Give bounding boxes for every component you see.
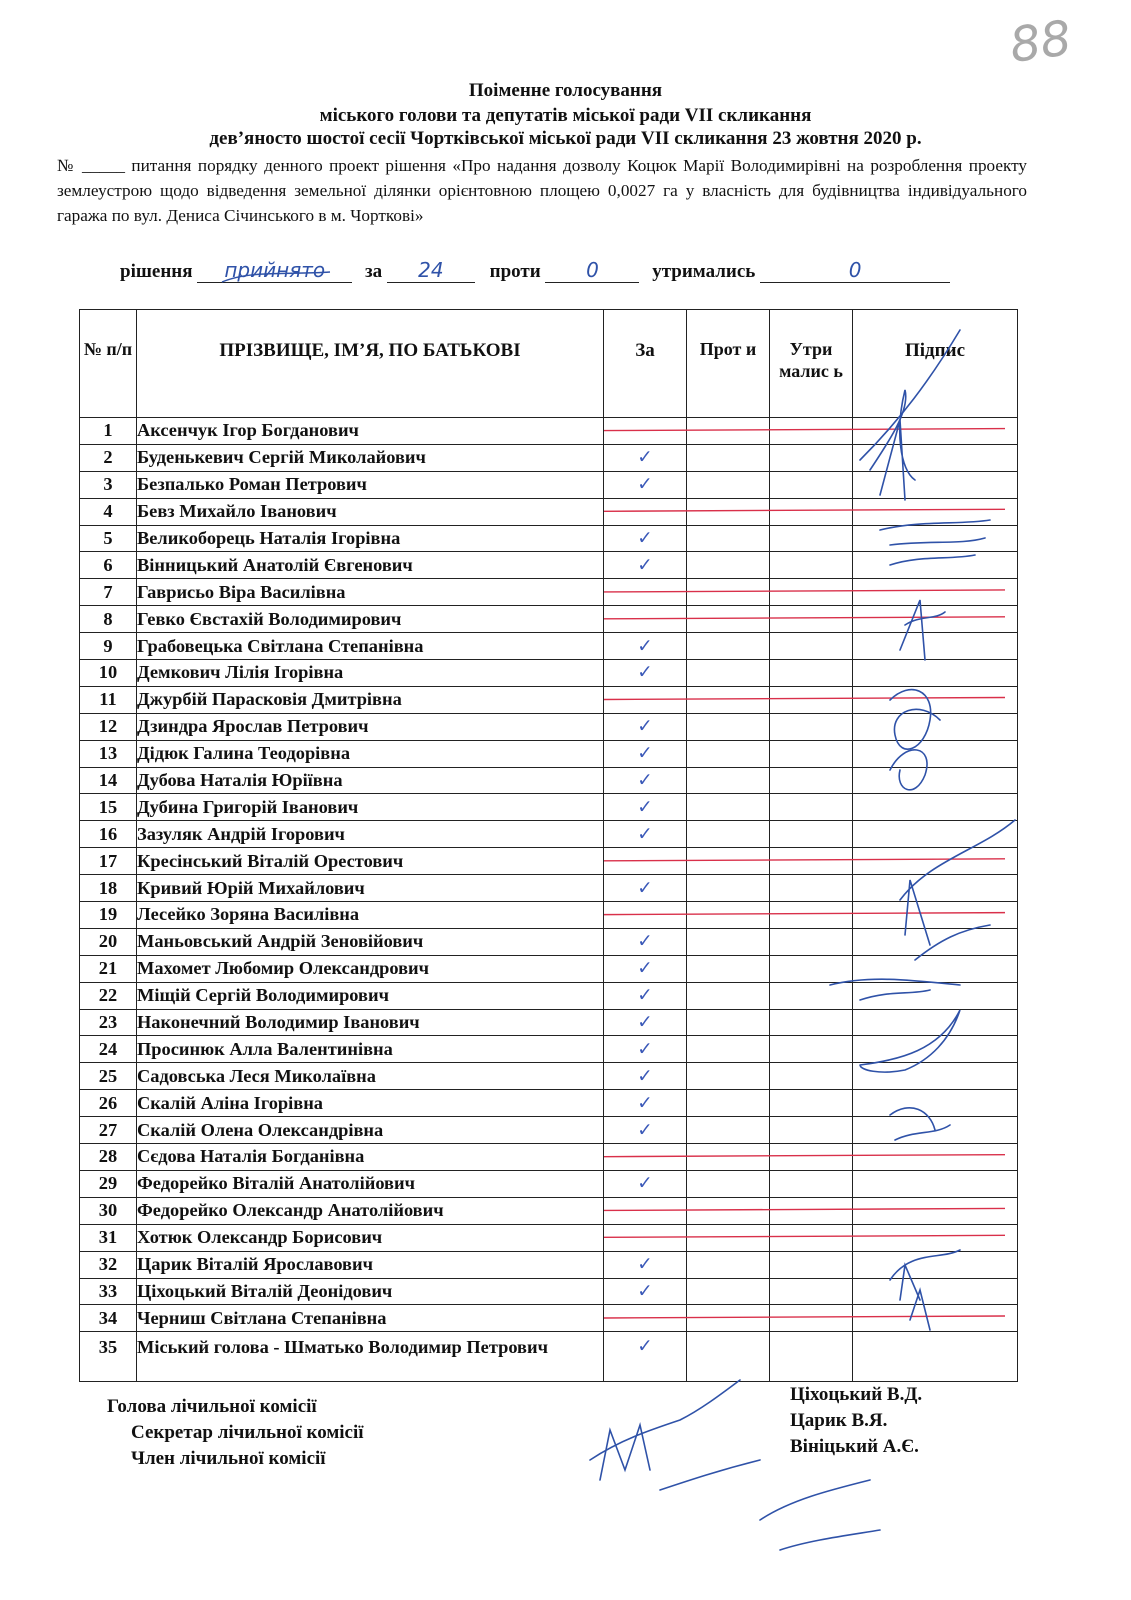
for-count: 24: [387, 258, 475, 283]
table-row: [80, 740, 1018, 767]
vote-abstained-cell: [770, 794, 853, 821]
row-number: 2: [80, 444, 137, 471]
row-number: 19: [80, 902, 137, 929]
table-row: [80, 498, 1018, 525]
commission-secretary-label: Секретар лічильної комісії: [131, 1422, 364, 1443]
vote-against-cell: [687, 875, 770, 902]
deputy-name: Кресінський Віталій Орестович: [137, 848, 604, 875]
vote-abstained-cell: [770, 1036, 853, 1063]
vote-for-cell: ✓: [604, 1170, 687, 1197]
vote-for-cell: [604, 579, 687, 606]
vote-abstained-cell: [770, 498, 853, 525]
vote-against-cell: [687, 767, 770, 794]
vote-abstained-cell: [770, 606, 853, 633]
signature-cell: [853, 1036, 1018, 1063]
vote-for-cell: [604, 848, 687, 875]
vote-abstained-cell: [770, 740, 853, 767]
vote-abstained-cell: [770, 633, 853, 660]
row-number: 15: [80, 794, 137, 821]
column-header-number: № п/п: [80, 310, 137, 418]
table-row: [80, 1144, 1018, 1171]
vote-abstained-cell: [770, 579, 853, 606]
vote-against-cell: [687, 1332, 770, 1382]
row-number: 1: [80, 418, 137, 445]
row-number: 21: [80, 955, 137, 982]
row-number: 9: [80, 633, 137, 660]
deputy-name: Лесейко Зоряна Василівна: [137, 902, 604, 929]
vote-abstained-cell: [770, 713, 853, 740]
row-number: 29: [80, 1170, 137, 1197]
vote-against-cell: [687, 633, 770, 660]
deputy-name: Просинюк Алла Валентинівна: [137, 1036, 604, 1063]
vote-against-cell: [687, 982, 770, 1009]
signature-cell: [853, 794, 1018, 821]
row-number: 7: [80, 579, 137, 606]
row-number: 22: [80, 982, 137, 1009]
deputy-name: Дзиндра Ярослав Петрович: [137, 713, 604, 740]
row-number: 10: [80, 660, 137, 687]
vote-abstained-cell: [770, 1278, 853, 1305]
vote-abstained-cell: [770, 955, 853, 982]
vote-abstained-cell: [770, 982, 853, 1009]
vote-against-cell: [687, 660, 770, 687]
vote-for-cell: ✓: [604, 525, 687, 552]
row-number: 18: [80, 875, 137, 902]
signature-cell: [853, 418, 1018, 445]
table-row: [80, 660, 1018, 687]
table-row: [80, 875, 1018, 902]
deputy-name: Федорейко Віталій Анатолійович: [137, 1170, 604, 1197]
vote-abstained-cell: [770, 848, 853, 875]
vote-against-cell: [687, 1036, 770, 1063]
vote-abstained-cell: [770, 686, 853, 713]
agenda-item-text: № _____ питання порядку денного проект рішення «Про надання дозволу Коцюк Марії Володимирівні на розроблення проекту землеустрою щодо відведення земельної ділянки орієнтовною площею 0,0027 га у власність для будівництва індивідуального гаража по вул. Дениса Січинського в м. Чорткові»: [57, 156, 1027, 225]
deputy-name: Міщій Сергій Володимирович: [137, 982, 604, 1009]
table-row: [80, 1009, 1018, 1036]
signature-cell: [853, 471, 1018, 498]
vote-abstained-cell: [770, 525, 853, 552]
signature-cell: [853, 1170, 1018, 1197]
vote-abstained-cell: [770, 1305, 853, 1332]
table-row: [80, 1063, 1018, 1090]
signature-cell: [853, 606, 1018, 633]
vote-against-cell: [687, 525, 770, 552]
vote-for-cell: ✓: [604, 955, 687, 982]
against-count: 0: [545, 258, 639, 283]
vote-for-cell: ✓: [604, 740, 687, 767]
deputy-name: Грабовецька Світлана Степанівна: [137, 633, 604, 660]
row-number: 4: [80, 498, 137, 525]
deputy-name: Скалій Олена Олександрівна: [137, 1117, 604, 1144]
row-number: 6: [80, 552, 137, 579]
signature-cell: [853, 686, 1018, 713]
row-number: 12: [80, 713, 137, 740]
deputy-name: Зазуляк Андрій Ігорович: [137, 821, 604, 848]
vote-for-cell: ✓: [604, 1332, 687, 1382]
deputy-name: Вінницький Анатолій Євгенович: [137, 552, 604, 579]
signature-cell: [853, 1090, 1018, 1117]
signature-cell: [853, 1251, 1018, 1278]
commission-chair-name: Ціхоцький В.Д.: [790, 1384, 923, 1405]
table-row: [80, 579, 1018, 606]
abstained-count: 0: [760, 258, 950, 283]
vote-for-cell: [604, 686, 687, 713]
table-row: [80, 525, 1018, 552]
table-row: [80, 1117, 1018, 1144]
vote-for-cell: ✓: [604, 982, 687, 1009]
table-row: [80, 1170, 1018, 1197]
vote-against-cell: [687, 713, 770, 740]
vote-for-cell: ✓: [604, 713, 687, 740]
vote-for-cell: ✓: [604, 928, 687, 955]
row-number: 25: [80, 1063, 137, 1090]
vote-against-cell: [687, 1224, 770, 1251]
vote-against-cell: [687, 1009, 770, 1036]
vote-for-cell: ✓: [604, 471, 687, 498]
vote-for-cell: [604, 606, 687, 633]
vote-abstained-cell: [770, 1063, 853, 1090]
signature-cell: [853, 1144, 1018, 1171]
row-number: 23: [80, 1009, 137, 1036]
vote-abstained-cell: [770, 1251, 853, 1278]
table-row: [80, 1036, 1018, 1063]
vote-abstained-cell: [770, 1197, 853, 1224]
deputy-name: Бевз Михайло Іванович: [137, 498, 604, 525]
signature-cell: [853, 579, 1018, 606]
table-row: [80, 767, 1018, 794]
row-number: 35: [80, 1332, 137, 1382]
table-row: [80, 794, 1018, 821]
decision-summary: [120, 258, 1020, 283]
signature-cell: [853, 1332, 1018, 1382]
signature-cell: [853, 982, 1018, 1009]
row-number: 26: [80, 1090, 137, 1117]
table-row: [80, 1197, 1018, 1224]
signature-cell: [853, 740, 1018, 767]
deputy-name: Садовська Леся Миколаївна: [137, 1063, 604, 1090]
signature-cell: [853, 1197, 1018, 1224]
vote-against-cell: [687, 848, 770, 875]
vote-abstained-cell: [770, 1332, 853, 1382]
vote-for-cell: [604, 498, 687, 525]
deputy-name: Дідюк Галина Теодорівна: [137, 740, 604, 767]
vote-against-cell: [687, 552, 770, 579]
vote-against-cell: [687, 1305, 770, 1332]
vote-for-cell: [604, 1197, 687, 1224]
deputy-name: Царик Віталій Ярославович: [137, 1251, 604, 1278]
deputy-name: Махомет Любомир Олександрович: [137, 955, 604, 982]
table-row: [80, 982, 1018, 1009]
signature-cell: [853, 767, 1018, 794]
vote-for-cell: [604, 1144, 687, 1171]
signature-cell: [853, 552, 1018, 579]
vote-against-cell: [687, 1251, 770, 1278]
table-row: [80, 928, 1018, 955]
row-number: 31: [80, 1224, 137, 1251]
signature-cell: [853, 875, 1018, 902]
signature-cell: [853, 1117, 1018, 1144]
signature-cell: [853, 1305, 1018, 1332]
table-row: [80, 1332, 1018, 1382]
vote-for-cell: ✓: [604, 1063, 687, 1090]
table-row: [80, 1251, 1018, 1278]
row-number: 27: [80, 1117, 137, 1144]
row-number: 13: [80, 740, 137, 767]
table-row: [80, 902, 1018, 929]
deputy-name: Міський голова - Шматько Володимир Петрович: [137, 1332, 604, 1382]
decision-value: прийнято: [197, 258, 352, 283]
vote-abstained-cell: [770, 1009, 853, 1036]
deputy-name: Джурбій Парасковія Дмитрівна: [137, 686, 604, 713]
signature-cell: [853, 848, 1018, 875]
vote-for-cell: [604, 902, 687, 929]
commission-secretary-name: Царик В.Я.: [790, 1410, 888, 1431]
page-number: 88: [1006, 10, 1075, 74]
signature-cell: [853, 498, 1018, 525]
vote-abstained-cell: [770, 928, 853, 955]
row-number: 14: [80, 767, 137, 794]
deputy-name: Сєдова Наталія Богданівна: [137, 1144, 604, 1171]
signature-mark: [590, 1380, 760, 1490]
vote-against-cell: [687, 1144, 770, 1171]
vote-abstained-cell: [770, 1170, 853, 1197]
vote-abstained-cell: [770, 767, 853, 794]
column-header-for: За: [604, 310, 687, 418]
deputy-name: Хотюк Олександр Борисович: [137, 1224, 604, 1251]
vote-abstained-cell: [770, 1224, 853, 1251]
vote-for-cell: ✓: [604, 767, 687, 794]
vote-against-cell: [687, 498, 770, 525]
commission-chair-label: Голова лічильної комісії: [107, 1396, 317, 1417]
vote-for-cell: ✓: [604, 444, 687, 471]
vote-abstained-cell: [770, 1144, 853, 1171]
vote-abstained-cell: [770, 1117, 853, 1144]
signature-cell: [853, 1224, 1018, 1251]
column-header-against: Прот и: [687, 310, 770, 418]
vote-for-cell: ✓: [604, 875, 687, 902]
row-number: 20: [80, 928, 137, 955]
table-row: [80, 1278, 1018, 1305]
vote-against-cell: [687, 928, 770, 955]
table-row: [80, 1305, 1018, 1332]
vote-against-cell: [687, 579, 770, 606]
vote-against-cell: [687, 1197, 770, 1224]
vote-abstained-cell: [770, 552, 853, 579]
vote-for-cell: ✓: [604, 1009, 687, 1036]
vote-for-cell: ✓: [604, 1117, 687, 1144]
signature-cell: [853, 1278, 1018, 1305]
row-number: 5: [80, 525, 137, 552]
signature-cell: [853, 660, 1018, 687]
vote-against-cell: [687, 1090, 770, 1117]
table-row: [80, 1090, 1018, 1117]
signature-cell: [853, 525, 1018, 552]
vote-abstained-cell: [770, 418, 853, 445]
signature-cell: [853, 444, 1018, 471]
deputy-name: Скалій Аліна Ігорівна: [137, 1090, 604, 1117]
vote-for-cell: ✓: [604, 552, 687, 579]
deputy-name: Кривий Юрій Михайлович: [137, 875, 604, 902]
voting-table: [79, 309, 1018, 1382]
deputy-name: Великоборець Наталія Ігорівна: [137, 525, 604, 552]
commission-member-label: Член лічильної комісії: [131, 1448, 326, 1469]
row-number: 28: [80, 1144, 137, 1171]
vote-against-cell: [687, 821, 770, 848]
vote-against-cell: [687, 471, 770, 498]
vote-against-cell: [687, 606, 770, 633]
signature-cell: [853, 902, 1018, 929]
vote-against-cell: [687, 1063, 770, 1090]
table-row: [80, 633, 1018, 660]
column-header-signature: Підпис: [853, 310, 1018, 418]
vote-against-cell: [687, 794, 770, 821]
signature-cell: [853, 928, 1018, 955]
row-number: 11: [80, 686, 137, 713]
vote-against-cell: [687, 1278, 770, 1305]
deputy-name: Маньовський Андрій Зеновійович: [137, 928, 604, 955]
vote-for-cell: ✓: [604, 1251, 687, 1278]
signature-cell: [853, 1063, 1018, 1090]
deputy-name: Гаврисьо Віра Василівна: [137, 579, 604, 606]
row-number: 16: [80, 821, 137, 848]
vote-for-cell: [604, 1224, 687, 1251]
vote-abstained-cell: [770, 444, 853, 471]
table-row: [80, 821, 1018, 848]
table-row: [80, 444, 1018, 471]
vote-against-cell: [687, 686, 770, 713]
vote-for-cell: ✓: [604, 1036, 687, 1063]
table-row: [80, 471, 1018, 498]
vote-for-cell: [604, 418, 687, 445]
row-number: 17: [80, 848, 137, 875]
deputy-name: Наконечний Володимир Іванович: [137, 1009, 604, 1036]
against-label: проти: [489, 261, 541, 282]
decision-label: рішення: [120, 261, 193, 282]
row-number: 33: [80, 1278, 137, 1305]
vote-for-cell: ✓: [604, 794, 687, 821]
deputy-name: Аксенчук Ігор Богданович: [137, 418, 604, 445]
vote-against-cell: [687, 418, 770, 445]
deputy-name: Федорейко Олександр Анатолійович: [137, 1197, 604, 1224]
vote-for-cell: ✓: [604, 1090, 687, 1117]
vote-abstained-cell: [770, 471, 853, 498]
document-title: Поіменне голосування: [468, 80, 663, 101]
deputy-name: Дубова Наталія Юріївна: [137, 767, 604, 794]
vote-abstained-cell: [770, 660, 853, 687]
row-number: 34: [80, 1305, 137, 1332]
for-label: за: [365, 261, 383, 282]
deputy-name: Черниш Світлана Степанівна: [137, 1305, 604, 1332]
table-row: [80, 955, 1018, 982]
vote-abstained-cell: [770, 821, 853, 848]
row-number: 8: [80, 606, 137, 633]
table-row: [80, 713, 1018, 740]
vote-for-cell: ✓: [604, 1278, 687, 1305]
vote-for-cell: [604, 1305, 687, 1332]
row-number: 24: [80, 1036, 137, 1063]
session-line: дев’яносто шостої сесії Чортківської міської ради VII скликання 23 жовтня 2020 р.: [209, 128, 922, 149]
vote-abstained-cell: [770, 875, 853, 902]
table-row: [80, 552, 1018, 579]
vote-for-cell: ✓: [604, 633, 687, 660]
deputy-name: Гевко Євстахій Володимирович: [137, 606, 604, 633]
vote-against-cell: [687, 955, 770, 982]
vote-abstained-cell: [770, 902, 853, 929]
deputy-name: Буденькевич Сергій Миколайович: [137, 444, 604, 471]
row-number: 32: [80, 1251, 137, 1278]
commission-member-name: Вініцький А.Є.: [790, 1436, 919, 1457]
vote-for-cell: ✓: [604, 821, 687, 848]
table-row: [80, 686, 1018, 713]
deputy-name: Ціхоцький Віталій Деонідович: [137, 1278, 604, 1305]
vote-abstained-cell: [770, 1090, 853, 1117]
vote-against-cell: [687, 740, 770, 767]
abstained-label: утримались: [652, 261, 756, 282]
table-row: [80, 606, 1018, 633]
deputy-name: Дубина Григорій Іванович: [137, 794, 604, 821]
deputy-name: Демкович Лілія Ігорівна: [137, 660, 604, 687]
signature-cell: [853, 713, 1018, 740]
row-number: 30: [80, 1197, 137, 1224]
deputy-name: Безпалько Роман Петрович: [137, 471, 604, 498]
signature-cell: [853, 821, 1018, 848]
table-row: [80, 418, 1018, 445]
vote-against-cell: [687, 902, 770, 929]
signature-cell: [853, 955, 1018, 982]
table-row: [80, 848, 1018, 875]
vote-against-cell: [687, 1117, 770, 1144]
vote-against-cell: [687, 1170, 770, 1197]
signature-cell: [853, 1009, 1018, 1036]
vote-for-cell: ✓: [604, 660, 687, 687]
table-row: [80, 1224, 1018, 1251]
signature-mark: [760, 1480, 880, 1550]
vote-against-cell: [687, 444, 770, 471]
row-number: 3: [80, 471, 137, 498]
document-subtitle: міського голови та депутатів міської ради VII скликання: [319, 105, 812, 126]
table-header-row: [80, 310, 1018, 418]
signature-cell: [853, 633, 1018, 660]
column-header-abstained: Утри малис ь: [770, 310, 853, 418]
column-header-name: ПРІЗВИЩЕ, ІМ’Я, ПО БАТЬКОВІ: [137, 310, 604, 418]
